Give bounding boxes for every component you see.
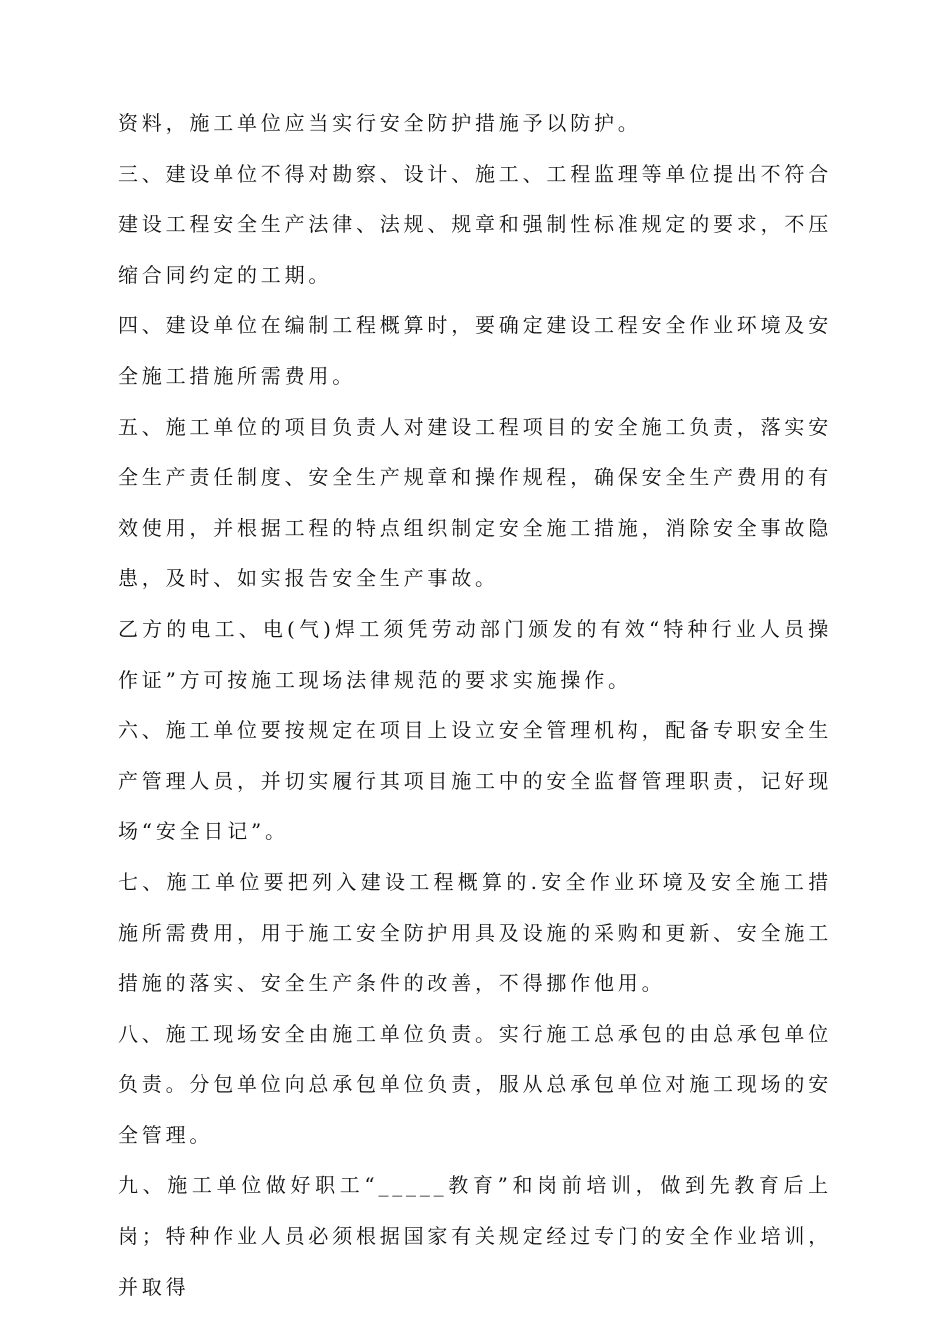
paragraph-item-8: 八、施工现场安全由施工单位负责。实行施工总承包的由总承包单位负责。分包单位向总承包单位负责，服从总承包单位对施工现场的安全管理。 xyxy=(118,1021,832,1147)
paragraph-party-b-note: 乙方的电工、电(气)焊工须凭劳动部门颁发的有效“特种行业人员操作证”方可按施工现场法律规范的要求实施操作。 xyxy=(118,616,832,692)
paragraph-continuation: 资料，施工单位应当实行安全防护措施予以防护。 xyxy=(118,111,642,135)
paragraph-item-5: 五、施工单位的项目负责人对建设工程项目的安全施工负责，落实安全生产责任制度、安全生产规章和操作规程，确保安全生产费用的有效使用，并根据工程的特点组织制定安全施工措施，消除安全事故隐患，及时、如实报告安全生产事故。 xyxy=(118,414,832,591)
paragraph-item-7: 七、施工单位要把列入建设工程概算的.安全作业环境及安全施工措施所需费用，用于施工安全防护用具及设施的采购和更新、安全施工措施的落实、安全生产条件的改善，不得挪作他用。 xyxy=(118,869,832,996)
paragraph-item-3: 三、建设单位不得对勘察、设计、施工、工程监理等单位提出不符合建设工程安全生产法律、法规、规章和强制性标准规定的要求，不压缩合同约定的工期。 xyxy=(118,161,832,287)
document-body xyxy=(118,98,832,1312)
paragraph-item-9: 九、施工单位做好职工“_____教育”和岗前培训，做到先教育后上岗；特种作业人员必须根据国家有关规定经过专门的安全作业培训，并取得 xyxy=(118,1173,832,1299)
paragraph-item-6: 六、施工单位要按规定在项目上设立安全管理机构，配备专职安全生产管理人员，并切实履行其项目施工中的安全监督管理职责，记好现场“安全日记”。 xyxy=(118,718,832,844)
paragraph-item-4: 四、建设单位在编制工程概算时，要确定建设工程安全作业环境及安全施工措施所需费用。 xyxy=(118,313,832,388)
